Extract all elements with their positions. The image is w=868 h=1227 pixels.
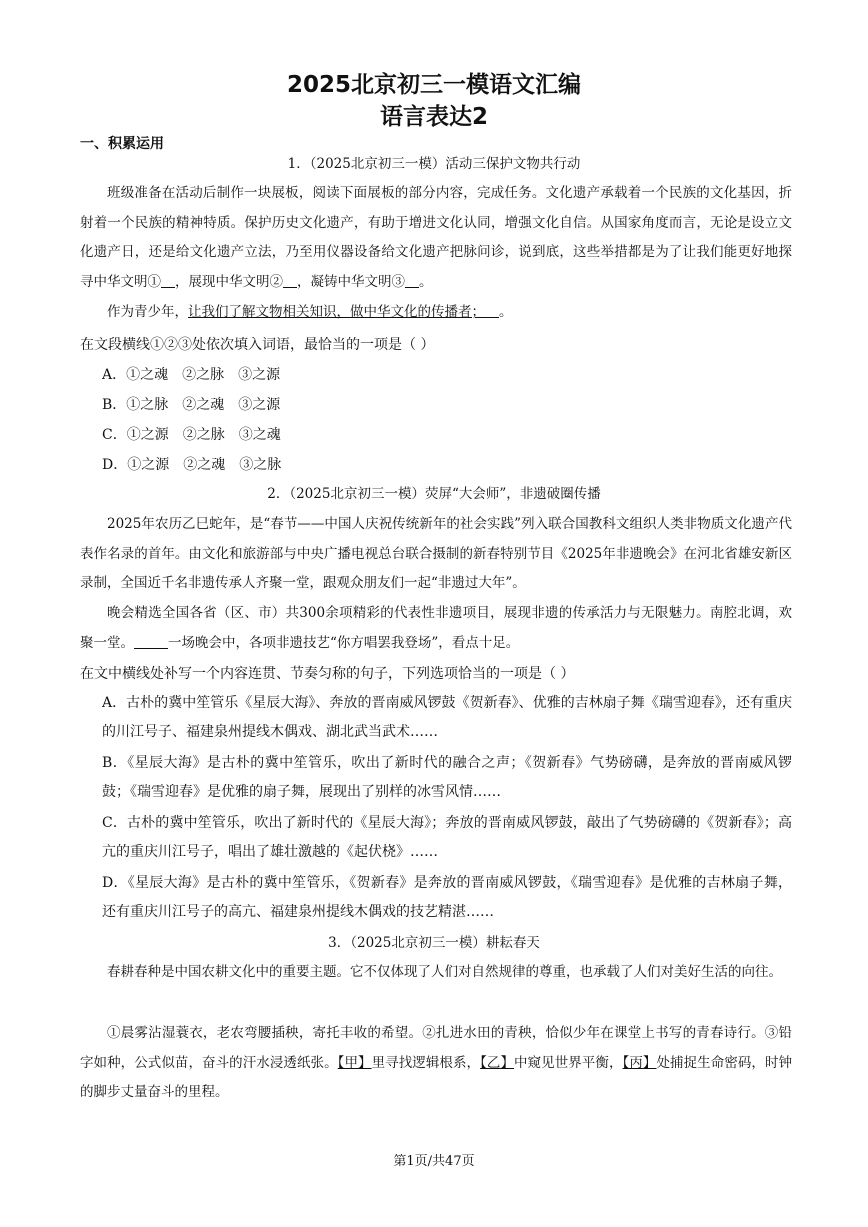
q1-option-a[interactable]: A．①之魂 ②之脉 ③之源 (102, 367, 281, 383)
q3-paragraph-2-d: 处捕捉生命密码，时钟的脚步丈量奋斗的里程。 (80, 1054, 793, 1100)
q1-paragraph-1-text: 班级准备在活动后制作一块展板，阅读下面展板的部分内容，完成任务。文化遗产承载着一个民族的文化基因，折射着一个民族的精神特质。保护历史文化遗产，有助于增进文化认同，增强文化自信。从国家角度而言，无论是设立文化遗产日，还是给文化遗产立法，乃至用仪器设备给文化遗产把脉问诊，说到底，这些举措都是为了让我们能更好地探寻中华文明① (80, 185, 792, 290)
q1-paragraph-1 (80, 179, 792, 297)
q2-option-d[interactable]: D．《星辰大海》是古朴的冀中笙管乐，《贺新春》是奔放的晋南威风锣鼓，《瑞雪迎春》是优雅的吉林扇子舞，还有重庆川江号子的高亢、福建泉州提线木偶戏的技艺精湛…… (102, 875, 792, 920)
document-subtitle: 语言表达2 (379, 104, 488, 130)
q2-paragraph-2 (80, 599, 792, 658)
q1-paragraph-2 (80, 298, 792, 328)
q3-paragraph-2 (80, 1019, 792, 1108)
q2-stem: 在文中横线处补写一个内容连贯、节奏匀称的句子，下列选项恰当的一项是（ ） (80, 666, 575, 682)
q3-tag-yi: 【乙】 (480, 1054, 515, 1071)
q3-tag-jia: 【甲】 (337, 1054, 372, 1071)
q3-paragraph-1: 春耕春种是中国农耕文化中的重要主题。它不仅体现了人们对自然规律的尊重，也承载了人们对美好生活的向往。 (107, 964, 782, 980)
q2-option-a[interactable]: A．古朴的冀中笙管乐《星辰大海》、奔放的晋南威风锣鼓《贺新春》、优雅的吉林扇子舞《瑞雪迎春》，还有重庆的川江号子、福建泉州提线木偶戏、湖北武当武术…… (102, 695, 792, 740)
q3-heading: 3．（2025北京初三一模）耕耘春天 (328, 935, 540, 951)
blank-5 (134, 634, 168, 649)
q1-option-c[interactable]: C．①之源 ②之脉 ③之魂 (102, 427, 281, 443)
q1-paragraph-2-suffix: ； (471, 304, 485, 320)
q1-paragraph-1-mid2: ，凝铸中华文明③ (297, 273, 405, 290)
q1-option-d[interactable]: D．①之源 ②之魂 ③之脉 (102, 457, 282, 473)
q2-option-c[interactable]: C．古朴的冀中笙管乐，吹出了新时代的《星辰大海》；奔放的晋南威风锣鼓，敲出了气势磅礴的《贺新春》；高亢的重庆川江号子，唱出了雄壮激越的《起伏桡》…… (102, 815, 792, 860)
q1-stem: 在文段横线①②③处依次填入词语，最恰当的一项是（ ） (80, 337, 435, 353)
q1-heading: 1．（2025北京初三一模）活动三保护文物共行动 (287, 156, 581, 172)
q2-paragraph-2-b: 一场晚会中，各项非遗技艺“你方唱罢我登场”，看点十足。 (168, 634, 520, 651)
section-heading: 一、积累运用 (80, 136, 164, 152)
q1-paragraph-2-prefix: 作为青少年， (107, 304, 188, 320)
q3-paragraph-2-a: ①晨雾沾湿蓑衣，老农弯腰插秧，寄托丰收的希望。②扎进水田的青秧，恰似少年在课堂上书写的青春诗行。③铅字如种，公式似苗，奋斗的汗水浸透纸张。 (80, 1025, 792, 1071)
q2-paragraph-2-a: 晚会精选全国各省（区、市）共300余项精彩的代表性非遗项目，展现非遗的传承活力与无限魅力。南腔北调，欢聚一堂。 (80, 605, 792, 651)
q1-paragraph-1-mid1: ，展现中华文明② (175, 273, 283, 290)
blank-3 (405, 273, 419, 288)
blank-2 (283, 273, 297, 288)
blank-4 (485, 304, 499, 319)
q1-underlined-sentence: 让我们了解文物相关知识，做中华文化的传播者 (188, 304, 472, 320)
q3-paragraph-2-c: 中窥见世界平衡， (514, 1054, 623, 1071)
q1-paragraph-2-end: 。 (499, 304, 513, 320)
page-number: 第1页/共47页 (393, 1154, 475, 1169)
q2-paragraph-1: 2025年农历乙巳蛇年，是“春节——中国人庆祝传统新年的社会实践”列入联合国教科文组织人类非物质文化遗产代表作名录的首年。由文化和旅游部与中央广播电视总台联合摄制的新春特别节目《2025年非遗晚会》在河北省雄安新区录制，全国近千名非遗传承人齐聚一堂，跟观众朋友们一起“非遗过大年”。 (80, 516, 792, 591)
q1-option-b[interactable]: B．①之脉 ②之魂 ③之源 (102, 397, 281, 413)
blank-1 (161, 273, 175, 288)
q3-paragraph-2-b: 里寻找逻辑根系， (371, 1054, 481, 1071)
q2-heading: 2．（2025北京初三一模）荧屏“大会师”，非遗破圈传播 (267, 486, 601, 502)
q3-tag-bing: 【丙】 (622, 1054, 657, 1071)
document-title: 2025北京初三一模语文汇编 (286, 72, 581, 98)
q1-paragraph-1-end: 。 (419, 273, 433, 290)
q2-option-b[interactable]: B．《星辰大海》是古朴的冀中笙管乐，吹出了新时代的融合之声；《贺新春》气势磅礴，是奔放的晋南威风锣鼓；《瑞雪迎春》是优雅的扇子舞，展现出了别样的冰雪风情…… (102, 755, 792, 800)
